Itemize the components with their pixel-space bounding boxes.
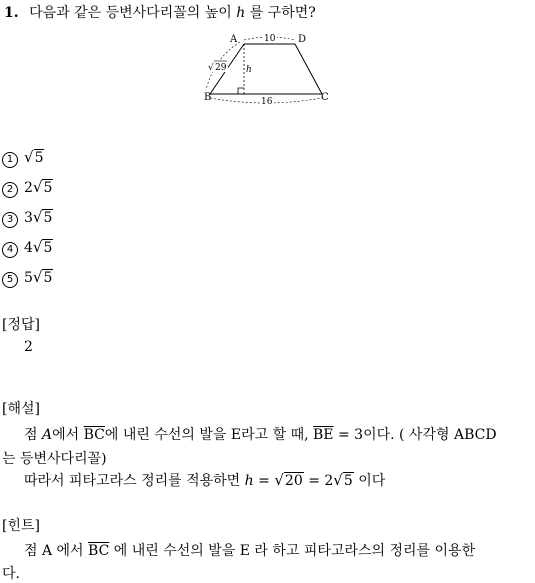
choice-4-sqrt: √5 xyxy=(32,238,53,256)
answer-value: 2 xyxy=(24,339,33,355)
choice-3-marker: 3 xyxy=(2,212,18,228)
label-C: C xyxy=(321,92,329,103)
trapezoid-figure xyxy=(200,28,335,106)
label-D: D xyxy=(298,34,307,45)
label-B: B xyxy=(204,92,212,103)
hint-line-2: 다. xyxy=(2,566,20,582)
choice-3-sqrt: √5 xyxy=(32,208,53,226)
label-A: A xyxy=(230,34,238,45)
label-height-h: h xyxy=(246,65,252,75)
explanation-line-2: 는 등변사다리꼴) xyxy=(2,451,107,467)
choice-2[interactable]: 2 2√5 xyxy=(2,178,53,198)
question-text: 다음과 같은 등변사다리꼴의 높이 xyxy=(29,5,232,21)
choice-5[interactable]: 5 5√5 xyxy=(2,268,53,288)
choice-2-sqrt: √5 xyxy=(32,178,53,196)
question-number: 1. xyxy=(4,5,19,21)
explanation-line-1: 점 A에서 $\overline{BC}$에 내린 수선의 발을 E라고 할 때, $\overline{BE} = 3$이다. ( 사각형 ABCD xyxy=(24,427,497,443)
label-side-29: 29 xyxy=(215,63,227,73)
question-var-h: h xyxy=(236,5,246,21)
hint-segment-BC: $\overline{BC}$ xyxy=(88,543,110,559)
choice-4-marker: 4 xyxy=(2,242,18,258)
segment-BC: $\overline{BC}$ xyxy=(83,427,105,443)
hint-line-1: 점 A 에서 $\overline{BC}$ 에 내린 수선의 발을 E 라 하고 피타고라스의 정리를 이용한 xyxy=(24,543,476,559)
choice-3[interactable]: 3 3√5 xyxy=(2,208,53,228)
choice-1-sqrt: √5 xyxy=(24,148,44,166)
label-bottom-16: 16 xyxy=(261,97,273,106)
question-text-end: 를 구하면? xyxy=(249,5,316,21)
label-top-10: 10 xyxy=(264,34,276,44)
choice-4[interactable]: 4 4√5 xyxy=(2,238,53,258)
explanation-heading: [해설] xyxy=(2,401,40,417)
choice-1-marker: 1 xyxy=(2,152,18,168)
label-sqrt-symbol: √ xyxy=(208,63,214,73)
explanation-line-3: 따라서 피타고라스 정리를 적용하면 h = √20 = 2√5 이다 xyxy=(24,471,386,489)
hint-heading: [힌트] xyxy=(2,518,40,534)
question-line xyxy=(4,2,316,22)
choice-1[interactable] xyxy=(2,148,44,168)
choice-2-marker: 2 xyxy=(2,182,18,198)
segment-BE: $\overline{BE}$ xyxy=(313,427,334,443)
answer-heading: [정답] xyxy=(2,317,40,333)
choice-5-sqrt: √5 xyxy=(32,268,53,286)
choice-5-marker: 5 xyxy=(2,272,18,288)
